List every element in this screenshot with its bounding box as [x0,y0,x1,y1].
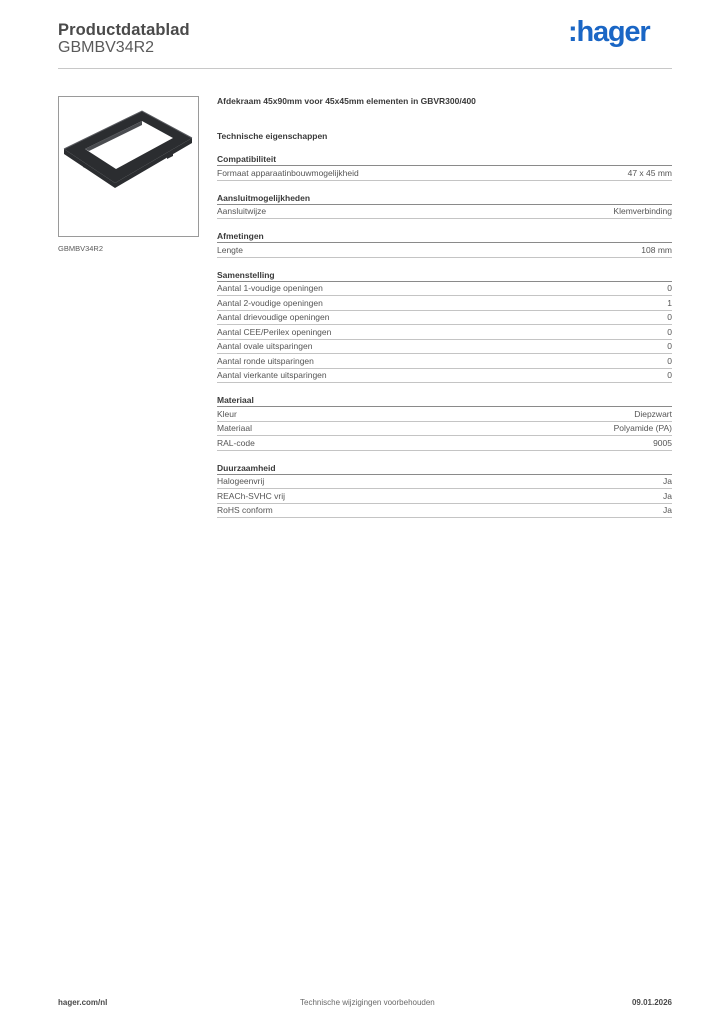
spec-value: Klemverbinding [613,206,672,217]
footer-date: 09.01.2026 [631,998,672,1007]
spec-label: Aantal CEE/Perilex openingen [217,326,332,337]
spec-value: 0 [667,341,672,352]
section-title: Duurzaamheid [217,461,672,475]
spec-row [217,243,672,258]
spec-label: Aantal 1-voudige openingen [217,283,323,294]
section-title: Samenstelling [217,268,672,282]
spec-value: 0 [667,326,672,337]
spec-row [217,369,672,384]
page-title: Productdatablad [58,21,190,39]
spec-value: 108 mm [641,244,672,255]
spec-label: Materiaal [217,423,252,434]
section-title: Materiaal [217,393,672,407]
spec-row [217,475,672,490]
spec-label: RoHS conform [217,505,273,516]
spec-label: Halogeenvrij [217,476,265,487]
spec-row [217,166,672,181]
spec-section [217,229,672,258]
spec-row [217,354,672,369]
product-image [59,97,198,236]
spec-label: REACh-SVHC vrij [217,490,286,501]
spec-row [217,340,672,355]
spec-value: 9005 [653,437,672,448]
footer-notice: Technische wijzigingen voorbehouden [300,998,435,1007]
image-caption: GBMBV34R2 [58,244,104,253]
section-title: Compatibiliteit [217,152,672,166]
spec-value: Ja [663,490,672,501]
content-area [217,96,672,528]
spec-value: 47 x 45 mm [627,167,672,178]
spec-row [217,325,672,340]
spec-section [217,191,672,220]
product-image-frame [58,96,199,237]
spec-row [217,504,672,519]
spec-row [217,311,672,326]
spec-row [217,282,672,297]
section-title: Afmetingen [217,229,672,243]
spec-row [217,436,672,451]
spec-label: Aantal ovale uitsparingen [217,341,313,352]
spec-label: Aantal 2-voudige openingen [217,297,323,308]
spec-label: Aansluitwijze [217,206,267,217]
spec-row [217,407,672,422]
spec-label: Kleur [217,408,237,419]
spec-value: 0 [667,355,672,366]
spec-section [217,393,672,451]
spec-row [217,489,672,504]
hager-logo: :hager [568,16,650,48]
section-title: Aansluitmogelijkheden [217,191,672,205]
technical-properties-heading: Technische eigenschappen [217,131,328,141]
spec-row [217,296,672,311]
spec-label: Lengte [217,244,243,255]
spec-value: Ja [663,476,672,487]
spec-value: 0 [667,370,672,381]
product-code: GBMBV34R2 [58,39,155,56]
spec-value: Diepzwart [634,408,672,419]
spec-row [217,205,672,220]
spec-section [217,152,672,181]
spec-label: RAL-code [217,437,255,448]
header-divider [58,68,672,69]
spec-value: Polyamide (PA) [613,423,672,434]
spec-section [217,268,672,384]
spec-value: Ja [663,505,672,516]
spec-row [217,422,672,437]
spec-value: 0 [667,312,672,323]
spec-sections [217,152,672,518]
product-description: Afdekraam 45x90mm voor 45x45mm elementen in GBVR300/400 [217,96,476,106]
spec-label: Formaat apparaatinbouwmogelijkheid [217,167,359,178]
spec-label: Aantal vierkante uitsparingen [217,370,327,381]
spec-section [217,461,672,519]
spec-label: Aantal drievoudige openingen [217,312,330,323]
footer-website: hager.com/nl [58,998,108,1007]
spec-value: 1 [667,297,672,308]
spec-value: 0 [667,283,672,294]
spec-label: Aantal ronde uitsparingen [217,355,314,366]
